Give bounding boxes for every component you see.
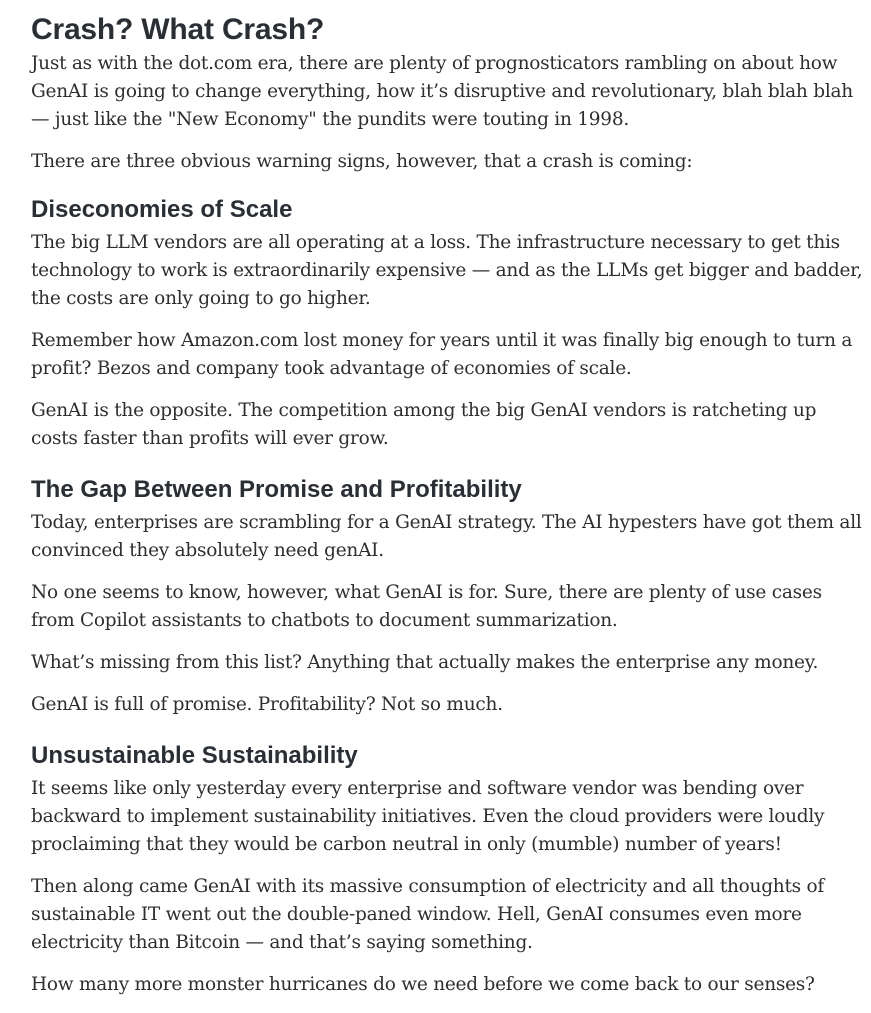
intro-paragraph: Just as with the dot.com era, there are plenty of prognosticators rambling on about how GenAI is going to change everything, how it’s disruptive and revolutionary, blah blah blah — just like the "New Economy" the pundits were touting in 1998. bbox=[31, 53, 853, 130]
section-paragraph: GenAI is the opposite. The competition among the big GenAI vendors is ratcheting up costs faster than profits will ever grow. bbox=[31, 400, 817, 449]
intro-paragraph: There are three obvious warning signs, however, that a crash is coming: bbox=[31, 151, 693, 172]
section-paragraph: Remember how Amazon.com lost money for years until it was finally big enough to turn a profit? Bezos and company took advantage of economies of scale. bbox=[31, 330, 853, 379]
section-paragraph: Then along came GenAI with its massive consumption of electricity and all thoughts of sustainable IT went out the double-paned window. Hell, GenAI consumes even more electricity than Bitcoin — and that’s saying something. bbox=[31, 876, 825, 953]
section-paragraph: How many more monster hurricanes do we need before we come back to our senses? bbox=[31, 974, 815, 995]
section-paragraph: The big LLM vendors are all operating at a loss. The infrastructure necessary to get this technology to work is extraordinarily expensive — and as the LLMs get bigger and badder, the costs are only going to go higher. bbox=[31, 232, 863, 309]
section-paragraph: What’s missing from this list? Anything that actually makes the enterprise any money. bbox=[31, 652, 819, 673]
section-unsustainable-sustainability bbox=[31, 741, 867, 999]
section-heading: The Gap Between Promise and Profitability bbox=[31, 476, 522, 503]
section-heading: Unsustainable Sustainability bbox=[31, 742, 358, 769]
section-paragraph: No one seems to know, however, what GenAI is for. Sure, there are plenty of use cases from Copilot assistants to chatbots to document summarization. bbox=[31, 582, 822, 631]
section-promise-vs-profitability bbox=[31, 475, 867, 719]
section-diseconomies-of-scale bbox=[31, 195, 867, 453]
section-paragraph: It seems like only yesterday every enterprise and software vendor was bending over backward to implement sustainability initiatives. Even the cloud providers were loudly proclaiming that they would be carbon neutral in only (mumble) number of years! bbox=[31, 778, 825, 855]
section-paragraph: GenAI is full of promise. Profitability? Not so much. bbox=[31, 694, 503, 715]
article bbox=[31, 0, 867, 1013]
section-heading: Diseconomies of Scale bbox=[31, 196, 293, 223]
article-title: Crash? What Crash? bbox=[31, 13, 325, 46]
section-paragraph: Today, enterprises are scrambling for a GenAI strategy. The AI hypesters have got them all convinced they absolutely need genAI. bbox=[31, 512, 862, 561]
